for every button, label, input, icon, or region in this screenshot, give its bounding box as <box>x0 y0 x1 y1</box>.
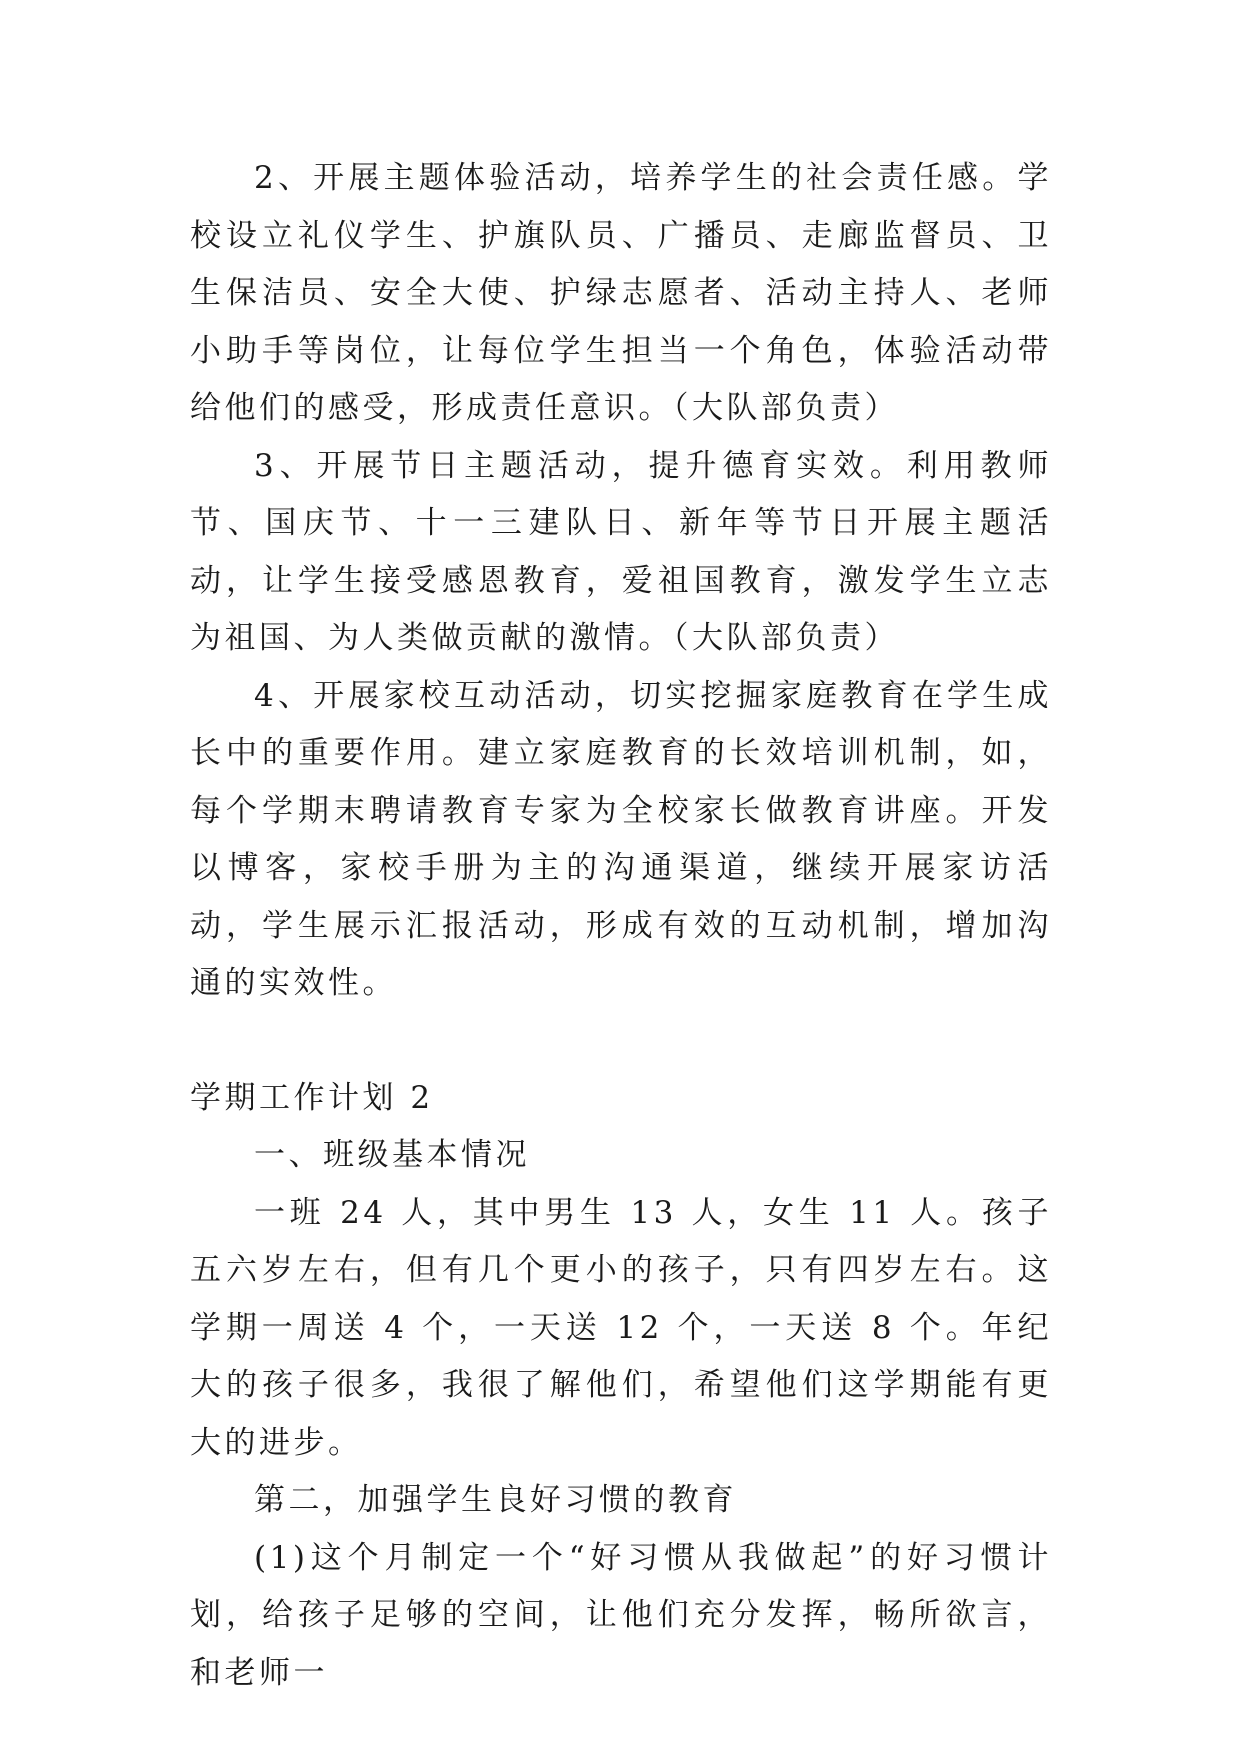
section-gap <box>190 1013 1052 1070</box>
document-page <box>190 150 1052 1702</box>
paragraph-theme-experience: 2、开展主题体验活动，培养学生的社会责任感。学校设立礼仪学生、护旗队员、广播员、走廊监督员、卫生保洁员、安全大使、护绿志愿者、活动主持人、老师小助手等岗位，让每位学生担当一个角色，体验活动带给他们的感受，形成责任意识。（大队部负责） <box>190 160 1052 426</box>
subheading-good-habits: 第二，加强学生良好习惯的教育 <box>254 1482 737 1518</box>
section-title: 学期工作计划 2 <box>190 1079 434 1116</box>
paragraph-habit-plan: (1)这个月制定一个“好习惯从我做起”的好习惯计划，给孩子足够的空间，让他们充分发挥，畅所欲言，和老师一 <box>190 1539 1052 1691</box>
paragraph-home-school: 4、开展家校互动活动，切实挖掘家庭教育在学生成长中的重要作用。建立家庭教育的长效培训机制，如，每个学期末聘请教育专家为全校家长做教育讲座。开发以博客，家校手册为主的沟通渠道，继续开展家访活动，学生展示汇报活动，形成有效的互动机制，增加沟通的实效性。 <box>190 677 1052 1001</box>
subheading-class-info: 一、班级基本情况 <box>254 1137 530 1173</box>
paragraph-class-info: 一班 24 人，其中男生 13 人，女生 11 人。孩子五六岁左右，但有几个更小的孩子，只有四岁左右。这学期一周送 4 个，一天送 12 个，一天送 8 个。年纪大的孩子很多，我很了解他们，希望他们这学期能有更大的进步。 <box>190 1194 1052 1461</box>
paragraph-festival-activities: 3、开展节日主题活动，提升德育实效。利用教师节、国庆节、十一三建队日、新年等节日开展主题活动，让学生接受感恩教育，爱祖国教育，激发学生立志为祖国、为人类做贡献的激情。（大队部负责） <box>190 447 1052 656</box>
